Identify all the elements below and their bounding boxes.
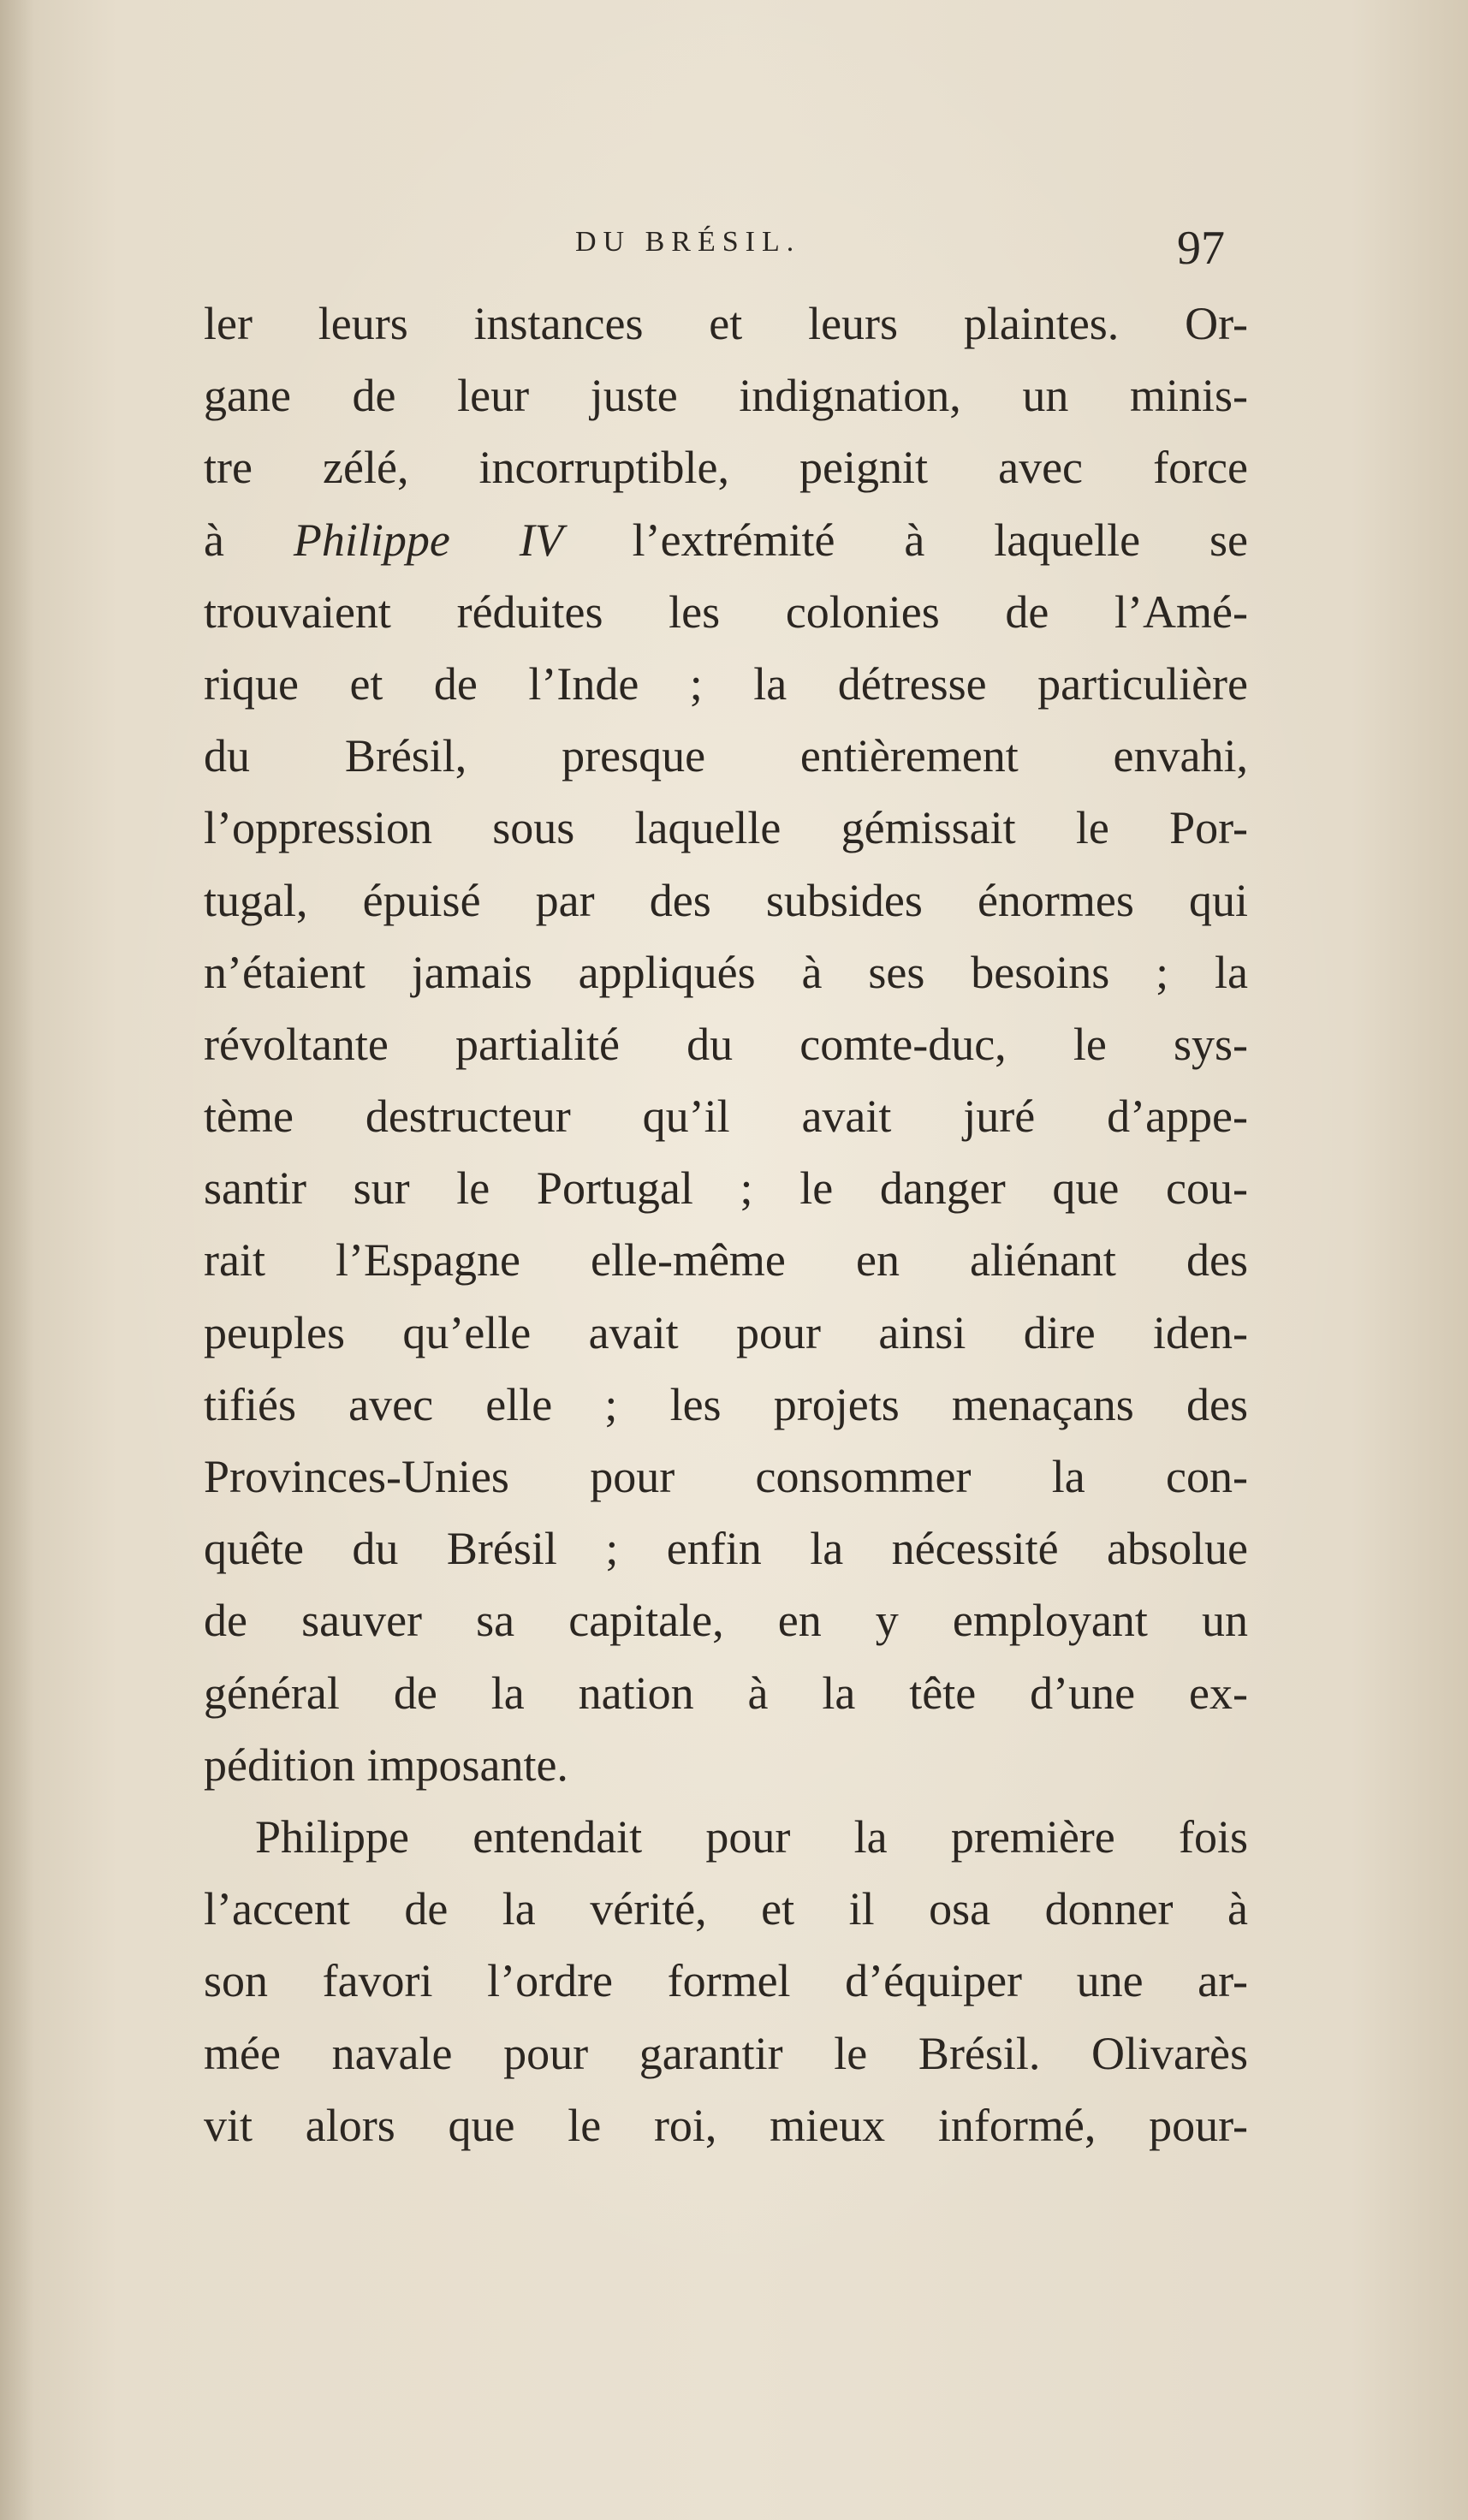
text-line: rique et de l’Inde ; la détresse particulière: [204, 657, 1248, 710]
text-line: de sauver sa capitale, en y employant un: [204, 1595, 1248, 1647]
text-line: l’oppression sous laquelle gémissait le Por-: [204, 802, 1248, 854]
text-line: tugal, épuisé par des subsides énormes qui: [204, 874, 1248, 926]
body-text: [204, 288, 1248, 2161]
text-line: tre zélé, incorruptible, peignit avec force: [204, 442, 1248, 494]
text-line: n’étaient jamais appliqués à ses besoins ; la: [204, 946, 1248, 998]
text-line: quête du Brésil ; enfin la nécessité absolue: [204, 1523, 1248, 1575]
text-line: rait l’Espagne elle-même en aliénant des: [204, 1234, 1248, 1287]
text-line: son favori l’ordre formel d’équiper une ar-: [204, 1955, 1248, 2007]
text-line: tifiés avec elle ; les projets menaçans des: [204, 1378, 1248, 1430]
text-line: vit alors que le roi, mieux informé, pour-: [204, 2099, 1248, 2151]
running-title: DU BRÉSIL.: [575, 226, 801, 258]
italic-name: Philippe IV: [293, 514, 563, 566]
text-line: mée navale pour garantir le Brésil. Olivarès: [204, 2027, 1248, 2079]
text-segment: l’extrémité à laquelle se: [562, 514, 1248, 566]
page-edge-shadow: [0, 0, 34, 2520]
text-line: tème destructeur qu’il avait juré d’appe-: [204, 1091, 1248, 1143]
page-number: 97: [1177, 222, 1225, 275]
text-line: trouvaient réduites les colonies de l’Amé-: [204, 585, 1248, 638]
text-line-paragraph-start: Philippe entendait pour la première fois: [255, 1810, 1248, 1863]
text-line: révoltante partialité du comte-duc, le sys-: [204, 1018, 1248, 1070]
text-line: général de la nation à la tête d’une ex-: [204, 1667, 1248, 1719]
text-line-with-italic: [204, 504, 1248, 576]
text-line: du Brésil, presque entièrement envahi,: [204, 730, 1248, 782]
text-line-paragraph-end: pédition imposante.: [204, 1738, 568, 1791]
text-line: peuples qu’elle avait pour ainsi dire iden-: [204, 1306, 1248, 1358]
running-head: [0, 221, 1468, 281]
text-line: ler leurs instances et leurs plaintes. Or-: [204, 298, 1248, 349]
text-segment: à: [204, 514, 294, 566]
text-line: Provinces-Unies pour consommer la con-: [204, 1451, 1248, 1502]
text-line: gane de leur juste indignation, un minis-: [204, 370, 1248, 422]
text-line: l’accent de la vérité, et il osa donner à: [204, 1883, 1248, 1935]
text-line: santir sur le Portugal ; le danger que cou-: [204, 1162, 1248, 1215]
